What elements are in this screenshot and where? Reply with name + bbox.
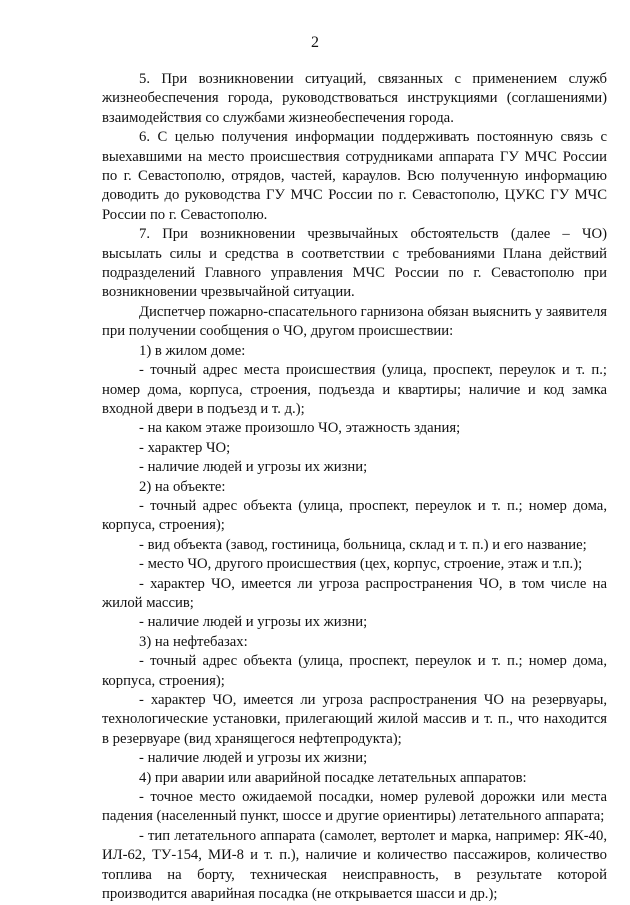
list-item-facility-type: - вид объекта (завод, гостиница, больница, склад и т. п.) и его название; [139,536,587,553]
list-item-residential-people: - наличие людей и угрозы их жизни; [139,459,368,476]
list-item-residential-address: - точный адрес места происшествия (улица, проспект, переулок и т. п.; номер дома, корпуса, строения, подъезда и квартиры; наличие и код замка входной двери в подъезд и т. д.); [102,362,607,417]
list-item-facility-people: - наличие людей и угрозы их жизни; [139,614,368,631]
dispatcher-paragraph: Диспетчер пожарно-спасательного гарнизона обязан выяснить у заявителя при получении сообщения о ЧО, другом происшествии: [102,303,607,340]
list-item-aircraft-heading: 4) при аварии или аварийной посадке летательных аппаратов: [139,769,527,786]
list-item-residential-nature: - характер ЧО; [139,439,231,456]
list-item-aircraft-location: - точное место ожидаемой посадки, номер рулевой дорожки или места падения (населенный пункт, шоссе и другие ориентиры) летательного аппарата; [102,789,607,825]
list-item-oil-depot-people: - наличие людей и угрозы их жизни; [139,750,368,767]
list-item-facility-nature: - характер ЧО, имеется ли угроза распространения ЧО, в том числе на жилой массив; [102,575,607,611]
list-item-oil-depot-heading: 3) на нефтебазах: [139,633,248,650]
paragraph-7: 7. При возникновении чрезвычайных обстоятельств (далее – ЧО) высылать силы и средства в соответствии с требованиями Плана действий подразделений Главного управления МЧС России по г. Севастополю при возникновении чрезвычайной ситуации. [102,226,607,301]
list-item-facility-location: - место ЧО, другого происшествия (цех, корпус, строение, этаж и т.п.); [139,556,583,573]
list-item-facility-heading: 2) на объекте: [139,478,226,495]
document-body [102,70,607,904]
paragraph-6: 6. С целью получения информации поддерживать постоянную связь с выехавшими на место происшествия сотрудниками аппарата ГУ МЧС России по г. Севастополю, отрядов, частей, караулов. Всю полученную информацию доводить до руководства ГУ МЧС России по г. Севастополю, ЦУКС ГУ МЧС России по г. Севастополю. [102,129,607,223]
paragraph-5: 5. При возникновении ситуаций, связанных с применением служб жизнеобеспечения города, руководствоваться инструкциями (соглашениями) взаимодействия со службами жизнеобеспечения города. [102,71,607,126]
list-item-aircraft-type: - тип летательного аппарата (самолет, вертолет и марка, например: ЯК-40, ИЛ-62, ТУ-154, МИ-8 и т. п.), наличие и количество пассажиров, количество топлива на борту, техническая неисправность, в результате которой производится аварийная посадка (не открывается шасси и др.); [102,827,607,903]
list-item-oil-depot-nature: - характер ЧО, имеется ли угроза распространения ЧО на резервуары, технологические установки, прилегающий жилой массив и т. п., что находится в резервуаре (вид хранящегося нефтепродукта); [102,692,607,747]
list-item-oil-depot-address: - точный адрес объекта (улица, проспект, переулок и т. п.; номер дома, корпуса, строения); [102,653,607,689]
page-number: 2 [311,34,319,51]
list-item-facility-address: - точный адрес объекта (улица, проспект, переулок и т. п.; номер дома, корпуса, строения); [102,497,607,534]
list-item-residential-heading: 1) в жилом доме: [139,342,246,359]
list-item-residential-floor: - на каком этаже произошло ЧО, этажность здания; [139,420,461,437]
